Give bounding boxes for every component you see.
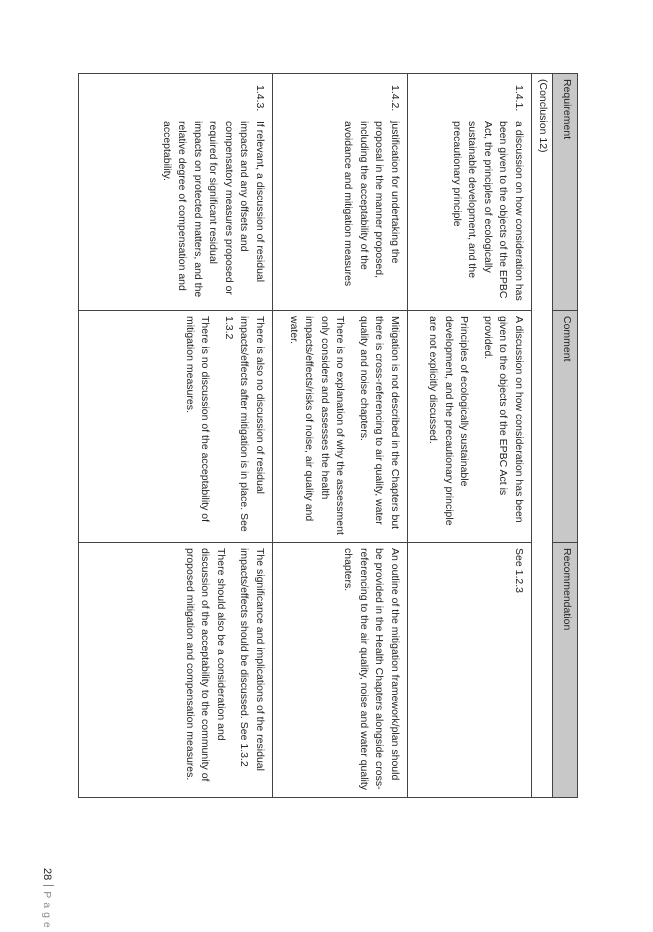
recommendation-paragraph: The significance and implications of the residual impacts/effects should be discussed. See 1.3.2 — [238, 548, 266, 771]
page-number: 28 — [41, 868, 53, 881]
page-number-footer — [41, 868, 54, 932]
recommendation-cell — [273, 543, 407, 797]
table-header-row — [552, 74, 577, 797]
comment-paragraph: There is also no discussion of residual impacts/effects after mitigation is in place. See 1.3.2 — [223, 316, 266, 532]
page-word: Page — [41, 891, 53, 932]
header-comment: Comment — [553, 311, 577, 543]
recommendation-cell — [408, 543, 531, 797]
comment-cell — [408, 311, 531, 543]
requirement-cell — [408, 74, 531, 311]
section-label: (Conclusion 12) — [531, 74, 552, 797]
header-recommendation: Recommendation — [561, 548, 573, 631]
header-requirement: Requirement — [553, 74, 577, 311]
requirement-number: 1.4.1. — [513, 85, 525, 112]
comment-cell — [79, 311, 272, 543]
recommendation-paragraph: See 1.2.3 — [513, 548, 525, 593]
requirement-cell — [273, 74, 407, 311]
requirement-number: 1.4.2. — [389, 85, 401, 112]
recommendation-cell — [79, 543, 272, 797]
comment-cell — [273, 311, 407, 543]
recommendation-paragraph: An outline of the mitigation framework/plan should be provided in the Health Chapters alongside cross-referencing to the air quality, noise and water quality chapters. — [342, 548, 401, 791]
rotated-page-content — [78, 73, 578, 798]
comment-paragraph: A discussion on how consideration has been given to the objects of the EPBC Act is provided. — [482, 316, 525, 523]
table-row — [79, 74, 272, 797]
comment-paragraph: There is no explanation of why the assessment only considers and assesses the health impacts/effects/risks of noise, air quality and water. — [288, 316, 347, 535]
requirement-text: If relevant, a discussion of residual impacts and any offsets and compensatory measures proposed or required for significant residual impacts on protected matters, and the relative degree of compensation and acceptability. — [161, 121, 266, 298]
requirement-cell — [79, 74, 272, 311]
requirement-number: 1.4.3. — [254, 85, 266, 112]
comment-paragraph: There is no discussion of the acceptability of mitigation measures. — [184, 316, 212, 523]
table-row — [407, 74, 531, 797]
requirement-text: justification for undertaking the proposal in the manner proposed, including the acceptability of the avoidance and mitigation measures — [342, 121, 401, 287]
footer-divider — [43, 885, 54, 886]
recommendation-paragraph: There should also be a consideration and discussion of the acceptability to the community of proposed mitigation and compensation measures. — [184, 548, 227, 782]
comment-paragraph: Principles of ecologically sustainable development, and the precautionary principle are not explicitly discussed. — [427, 316, 471, 526]
requirement-text: a discussion on how consideration has been given to the objects of the EPBC Act, the principles of ecologically sustainable development, and the precautionary principle — [451, 121, 525, 301]
requirements-table — [78, 73, 578, 798]
comment-paragraph: Mitigation is not described in the Chapters but there is cross-referencing to air quality, water quality and noise chapters. — [358, 316, 401, 530]
table-row — [272, 74, 407, 797]
